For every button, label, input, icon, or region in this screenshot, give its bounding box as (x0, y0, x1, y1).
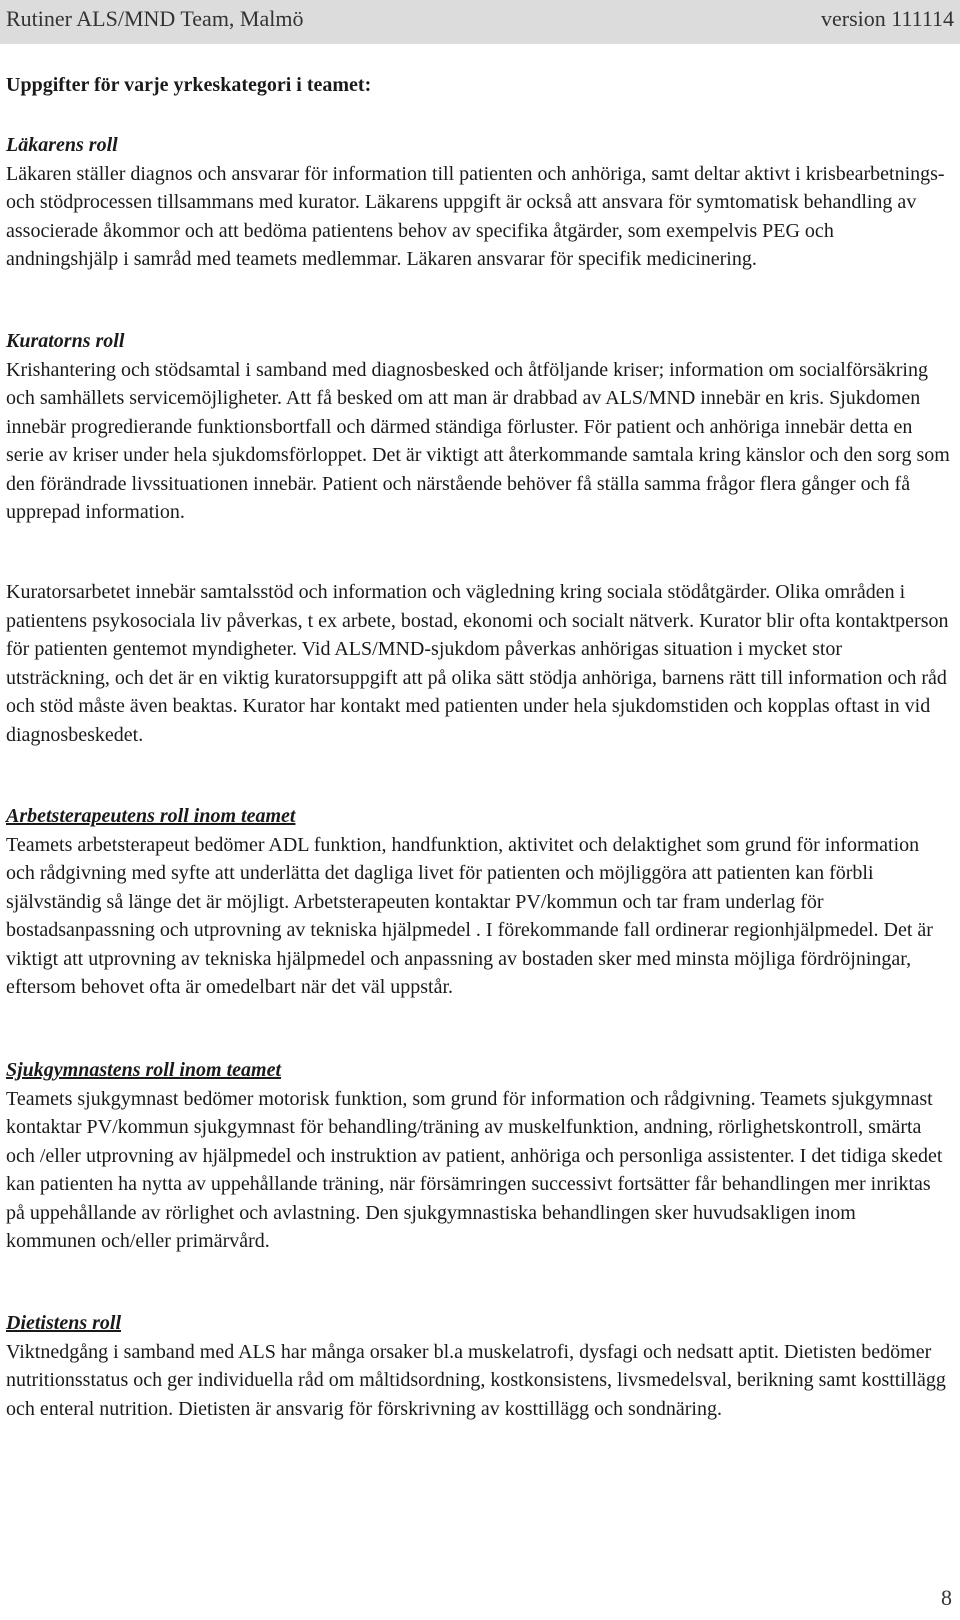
section-arbetsterapeut (6, 802, 950, 1002)
section-body-dietist: Viktnedgång i samband med ALS har många orsaker bl.a muskelatrofi, dysfagi och nedsatt aptit. Dietisten bedömer nutritionsstatus och ger individuella råd om måltidsordning, kostkonsistens, livsmedelsval, berikning samt kosttillägg och enteral nutrition. Dietisten är ansvarig för förskrivning av kosttillägg och sondnäring. (6, 1340, 946, 1420)
section-sjukgymnast (6, 1056, 950, 1256)
section-kurator (6, 327, 950, 527)
section-body-kurator-2: Kuratorsarbetet innebär samtalsstöd och information och vägledning kring sociala stödåtgärder. Olika områden i patientens psykosociala liv påverkas, t ex arbete, bostad, ekonomi och socialt nätverk. Kurator blir ofta kontaktperson för patienten gentemot myndigheter. Vid ALS/MND-sjukdom påverkas anhörigas situation i mycket stor utsträckning, och det är en viktig kuratorsuppgift att på olika sätt stödja anhöriga, barnens rätt till information och råd och stöd måste även beaktas. Kurator har kontakt med patienten under hela sjukdomstiden och kopplas oftast in vid diagnosbeskedet. (6, 581, 949, 746)
section-body-arbetsterapeut: Teamets arbetsterapeut bedömer ADL funktion, handfunktion, aktivitet och delaktighet som grund för information och rådgivning med syfte att underlätta det dagliga livet för patienten och möjliggöra att patienten kan förbli självständig så länge det är möjligt. Arbetsterapeuten kontaktar PV/kommun och tar fram underlag för bostadsanpassning och utprovning av tekniska hjälpmedel . I förekommande fall ordinerar regionhjälpmedel. Det är viktigt att utprovning av tekniska hjälpmedel och anpassning av bostaden sker med minsta möjliga fördröjningar, eftersom behovet ofta är omedelbart när det väl uppstår. (6, 833, 933, 998)
page-number: 8 (941, 1585, 952, 1610)
section-heading-kurator: Kuratorns roll (6, 330, 125, 352)
section-body-kurator: Krishantering och stödsamtal i samband med diagnosbesked och åtföljande kriser; information om socialförsäkring och samhällets servicemöjligheter. Att få besked om att man är drabbad av ALS/MND innebär en kris. Sjukdomen innebär progredierande funktionsbortfall och därmed ständiga förluster. För patient och anhöriga innebär detta en serie av kriser under hela sjukdomsförloppet. Det är viktigt att återkommande samtala kring känslor och den sorg som den förändrade livssituationen innebär. Patient och närstående behöver få ställa samma frågor flera gånger och få upprepad information. (6, 358, 950, 523)
section-body-sjukgymnast: Teamets sjukgymnast bedömer motorisk funktion, som grund för information och rådgivning. Teamets sjukgymnast kontaktar PV/kommun sjukgymnast för behandling/träning av muskelfunktion, andning, rörlighetskontroll, smärta och /eller utprovning av hjälpmedel och instruktion av patient, anhöriga och personliga assistenter. I det tidiga skedet kan patienten ha nytta av uppehållande träning, när försämringen successivt fortsätter får behandlingen mer inriktas på uppehållande av rörlighet och avlastning. Den sjukgymnastiska behandlingen sker huvudsakligen inom kommunen och/eller primärvård. (6, 1087, 943, 1252)
section-heading-dietist: Dietistens roll (6, 1312, 122, 1334)
section-dietist (6, 1309, 950, 1423)
page-header (0, 0, 960, 44)
section-body-lakare: Läkaren ställer diagnos och ansvarar för information till patienten och anhöriga, samt deltar aktivt i krisbearbetnings- och stödprocessen tillsammans med kurator. Läkarens uppgift är också att ansvara för symtomatisk behandling av associerade åkommor och att bedöma patientens behov av specifika åtgärder, som exempelvis PEG och andningshjälp i samråd med teamets medlemmar. Läkaren ansvarar för specifik medicinering. (6, 162, 945, 270)
section-kurator-continued (6, 578, 950, 749)
section-heading-sjukgymnast: Sjukgymnastens roll inom teamet (6, 1059, 282, 1081)
section-heading-lakare: Läkarens roll (6, 134, 118, 156)
section-heading-arbetsterapeut: Arbetsterapeutens roll inom teamet (6, 805, 296, 827)
header-version: version 111114 (821, 6, 954, 31)
document-title: Uppgifter för varje yrkeskategori i teamet: (6, 74, 372, 96)
header-title: Rutiner ALS/MND Team, Malmö (6, 6, 304, 31)
section-lakare (6, 131, 950, 274)
